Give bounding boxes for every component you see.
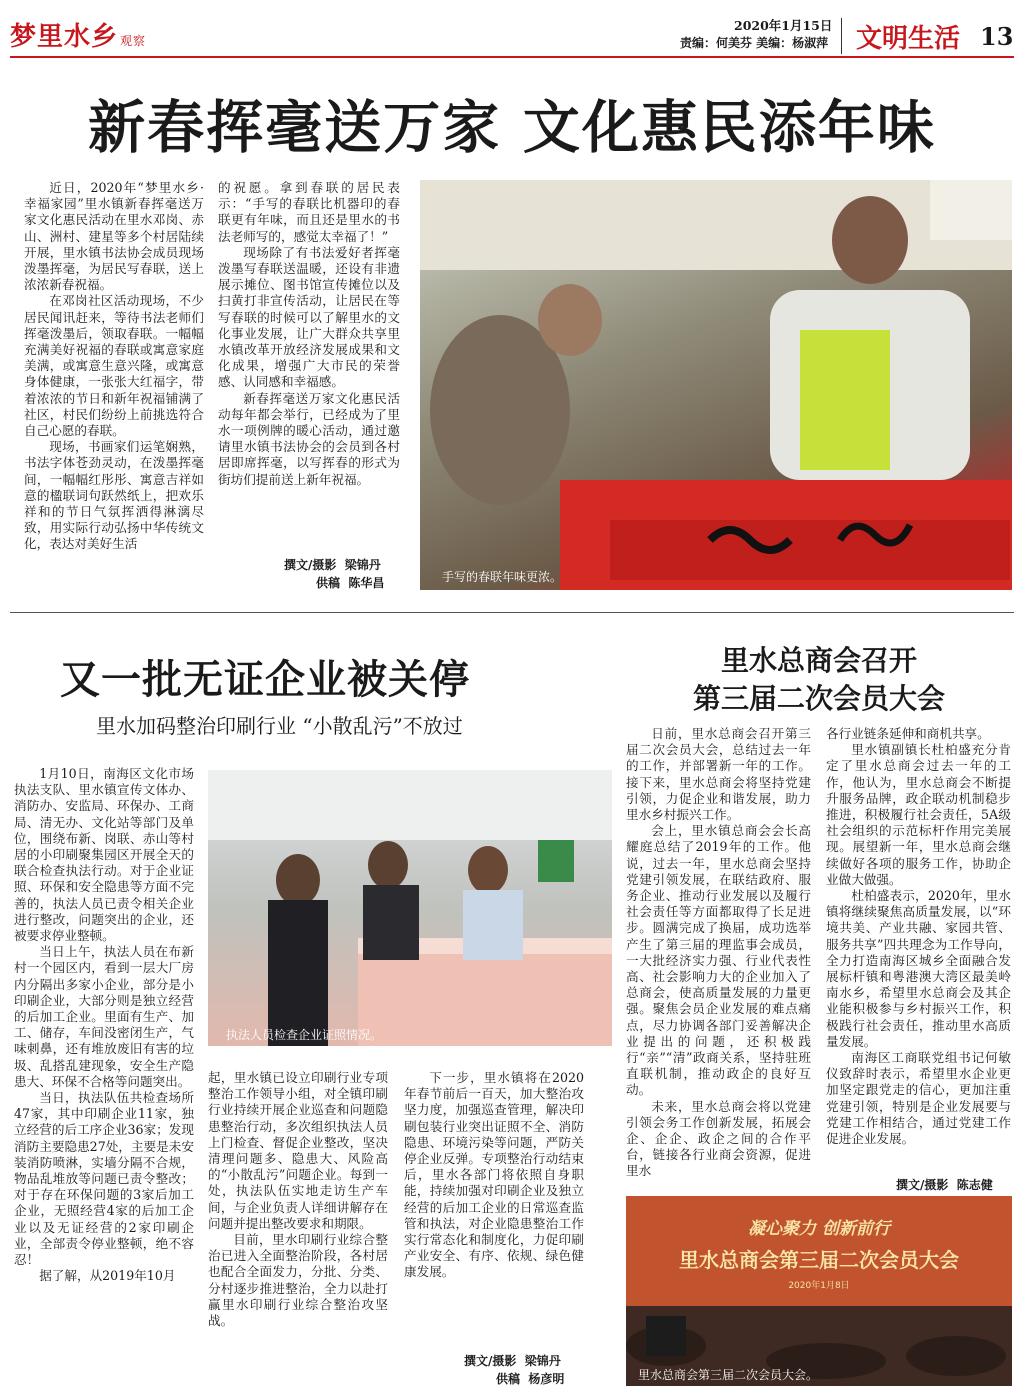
editors-line: 责编：何美芬 美编：杨淑萍 — [680, 36, 829, 50]
calligraphy-photo-graphic — [420, 180, 1012, 590]
paragraph: 新春挥毫送万家文化惠民活动每年都会举行，已经成为了里水一项例牌的暖心活动，通过邀请里水镇书法协会的会员到各村居即席挥毫，以写挥春的形式为街坊们提前送上新年祝福。 — [218, 390, 400, 487]
paragraph: 据了解，从2019年10月 — [39, 1268, 176, 1284]
inspection-photo-graphic — [208, 770, 612, 1046]
paragraph: 当日上午，执法人员在布新村一个园区内，看到一层大厂房内分隔出多家小企业，部分是小印刷企业，大部分则是独立经营的后加工企业。里面有生产、加工、储存，车间没密闭生产，气味刺鼻，还有堆放废旧有害的垃圾、乱搭乱建现象，安全生产隐患大、环保不合格等问题突出。 — [14, 944, 194, 1089]
article3-headline-line1: 里水总商会召开 — [720, 644, 917, 677]
newspaper-logo — [10, 16, 146, 53]
article2-column-3 — [404, 1070, 584, 1281]
paragraph: 下一步，里水镇将在2020年春节前后一百天，加大整治攻坚力度，加强巡查管理，解决印刷包装行业突出证照不全、消防隐患、环境污染等问题，严防关停企业反弹。专项整治行动结束后，里水各部门将依照自身职能，持续加强对印刷企业及独立经营的后加工企业的日常巡查监管和执法，对企业隐患整治工作实行常态化和制度化，力促印刷产业安全、有序、依规、绿色健康发展。 — [404, 1070, 584, 1280]
meeting-photo — [626, 1196, 1012, 1386]
issue-date: 2020年1月15日 — [734, 18, 833, 33]
article2-byline-source: 供稿 杨彦明 — [496, 1372, 565, 1386]
article1-column-2 — [218, 180, 400, 488]
paragraph: 的祝愿。拿到春联的居民表示：“手写的春联比机器印的春联更有年味，而且还是里水的书法老师写的，感觉太幸福了！” — [218, 180, 400, 244]
inspection-photo — [208, 770, 612, 1046]
paragraph: 现场除了有书法爱好者挥毫泼墨写春联送温暖，还设有非遗展示摊位、图书馆宣传摊位以及扫黄打非宣传活动，让居民在等写春联的时候可以了解里水的文化事业发展，让广大群众共享里水镇改革开放经济发展成果和文化成果，增强广大市民的荣誉感、认同感和幸福感。 — [218, 244, 400, 390]
paragraph: 目前，里水印刷行业综合整治已进入全面整治阶段，各村居也配合全面发力，分批、分类、分村逐步推进整治，全力以赴打赢里水印刷行业综合整治攻坚战。 — [208, 1232, 388, 1329]
article3-headline-line2: 第三届二次会员大会 — [692, 682, 945, 715]
paragraph: 里水镇副镇长杜柏盛充分肯定了里水总商会过去一年的工作，他认为，里水总商会不断提升服务品牌，政企联动机制稳步推进，积极履行社会责任，5A级社会组织的示范标杆作用完美展现。展望新一年，里水总商会继续做好各项的服务工作，协助企业做大做强。 — [826, 742, 1011, 887]
banner-slogan: 凝心聚力 创新前行 — [748, 1219, 890, 1239]
paragraph: 在邓岗社区活动现场，不少居民闻讯赶来，等待书法老师们挥毫泼墨后，领取春联。一幅幅充满美好祝福的春联或寓意家庭美满，或寓意生意兴隆，或寓意身体健康，一张张大红福字，带着浓浓的节日和新年祝福铺满了社区，村民们纷纷上前挑选符合自己心愿的春联。 — [24, 293, 204, 439]
paragraph: 各行业链条延伸和商机共享。 — [826, 726, 990, 741]
paragraph: 未来，里水总商会将以党建引领会务工作创新发展，拓展会企、企企、政企之间的合作平台，链接各行业商会资源，促进里水 — [626, 1098, 811, 1179]
page-number: 13 — [980, 22, 1014, 51]
paragraph: 杜柏盛表示，2020年，里水镇将继续聚焦高质量发展，以“环境共美、产业共融、家园共管、服务共享”四共理念为工作导向，全力打造南海区城乡全面融合发展标杆镇和粤港澳大湾区最美岭南水乡，希望里水总商会及其企业能积极参与乡村振兴工作，积极践行社会责任，推动里水高质量发展。 — [826, 888, 1011, 1049]
paragraph: 日前，里水总商会召开第三届二次会员大会，总结过去一年的工作，并部署新一年的工作。接下来，里水总商会将坚持党建引领，力促企业和谐发展，助力里水乡村振兴工作。 — [626, 726, 811, 823]
article2-headline: 又一批无证企业被关停 — [60, 656, 470, 703]
photo3-caption: 里水总商会第三届二次会员大会。 — [638, 1368, 819, 1382]
paragraph: 近日，2020年“梦里水乡·幸福家园”里水镇新春挥毫送万家文化惠民活动在里水邓岗、赤山、洲村、建星等多个村居陆续开展，里水镇书法协会成员现场泼墨挥毫，为居民写春联，送上浓浓新春祝福。 — [24, 180, 204, 293]
section-title: 文明生活 — [856, 24, 961, 54]
article2-column-2 — [208, 1070, 388, 1329]
banner-date: 2020年1月8日 — [788, 1281, 850, 1291]
photo1-caption: 手写的春联年味更浓。 — [442, 570, 563, 584]
banner-title: 里水总商会第三届二次会员大会 — [679, 1248, 959, 1272]
article1-byline-author: 撰文/摄影 梁锦丹 — [284, 558, 381, 572]
paragraph: 起，里水镇已设立印刷行业专项整治工作领导小组，对全镇印刷行业持续开展企业巡查和问题隐患整治行动，多次组织执法人员上门检查、督促企业整改，坚决清理问题多、隐患大、风险高的“小散乱污”问题企业。每到一处，执法队伍实地走访生产车间，与企业负责人详细讲解存在问题并提出整改要求和期限。 — [208, 1070, 388, 1231]
article1-byline-source: 供稿 陈华昌 — [316, 576, 385, 590]
section-divider — [10, 612, 1014, 613]
article2-byline-author: 撰文/摄影 梁锦丹 — [464, 1354, 561, 1368]
logo-subtext: 观察 — [120, 34, 147, 48]
paragraph: 会上，里水镇总商会会长高耀庭总结了2019年的工作。他说，过去一年，里水总商会坚持党建引领发展，在联结政府、服务企业、推动行业发展以及履行社会责任等方面都取得了长足进步。圆满完成了换届，成功选举产生了第三届的理监事会成员，一大批经济实力强、行业代表性高、社会影响力大的企业加入了总商会，使高质量发展的力量更强。聚焦会员企业发展的难点痛点，尽力协调各部门妥善解决企业提出的问题，还积极践行“亲”“清”政商关系，坚持驻班直联机制，推动政企的良好互动。 — [626, 823, 811, 1098]
paragraph: 当日，执法队伍共检查场所47家，其中印刷企业11家，独立经营的后工序企业36家；发现消防主要隐患27处，主要是未安装消防喷淋，实墙分隔不合规，物品乱堆放等问题已责令整改；对于存在环保问题的3家后加工企业，无照经营4家的后加工企业以及无证经营的2家印刷企业，全部责令停业整顿，绝不容忍！ — [14, 1090, 194, 1268]
paragraph: 南海区工商联党组书记何敏仪致辞时表示，希望里水企业更加坚定跟党走的信心，更加注重党建引领，特别是企业发展要与党建工作相结合，通过党建工作促进企业发展。 — [826, 1050, 1011, 1147]
header-rule — [10, 56, 1014, 58]
logo-text: 梦里水乡 — [10, 22, 119, 52]
article3-byline: 撰文/摄影 陈志健 — [896, 1178, 993, 1192]
header-divider — [841, 18, 842, 54]
article1-column-1 — [24, 180, 204, 553]
photo2-caption: 执法人员检查企业证照情况。 — [226, 1028, 383, 1042]
article3-headline — [628, 642, 1010, 718]
article1-headline: 新春挥毫送万家 文化惠民添年味 — [88, 94, 936, 161]
article2-column-1 — [14, 766, 194, 1285]
article2-subheadline: 里水加码整治印刷行业 “小散乱污”不放过 — [96, 714, 463, 738]
paragraph: 现场，书画家们运笔娴熟，书法字体苍劲灵动，在泼墨挥毫间，一幅幅红彤彤、寓意吉祥如意的楹联词句跃然纸上，把欢乐祥和的节日气氛挥洒得淋漓尽致，用实际行动弘扬中华传统文化，表达对美好生活 — [24, 439, 204, 552]
calligraphy-photo — [420, 180, 1012, 590]
article3-column-1 — [626, 726, 811, 1180]
article3-column-2 — [826, 726, 1011, 1147]
paragraph: 1月10日，南海区文化市场执法支队、里水镇宣传文体办、消防办、安监局、环保办、工商局、清无办、文化站等部门及单位，围绕布新、岗联、赤山等村居的小印刷聚集园区开展全天的联合检查执法行动。对于企业证照、环保和安全隐患等方面不完善的，执法人员已责令相关企业进行整改，问题突出的企业，还被要求停业整顿。 — [14, 766, 194, 944]
